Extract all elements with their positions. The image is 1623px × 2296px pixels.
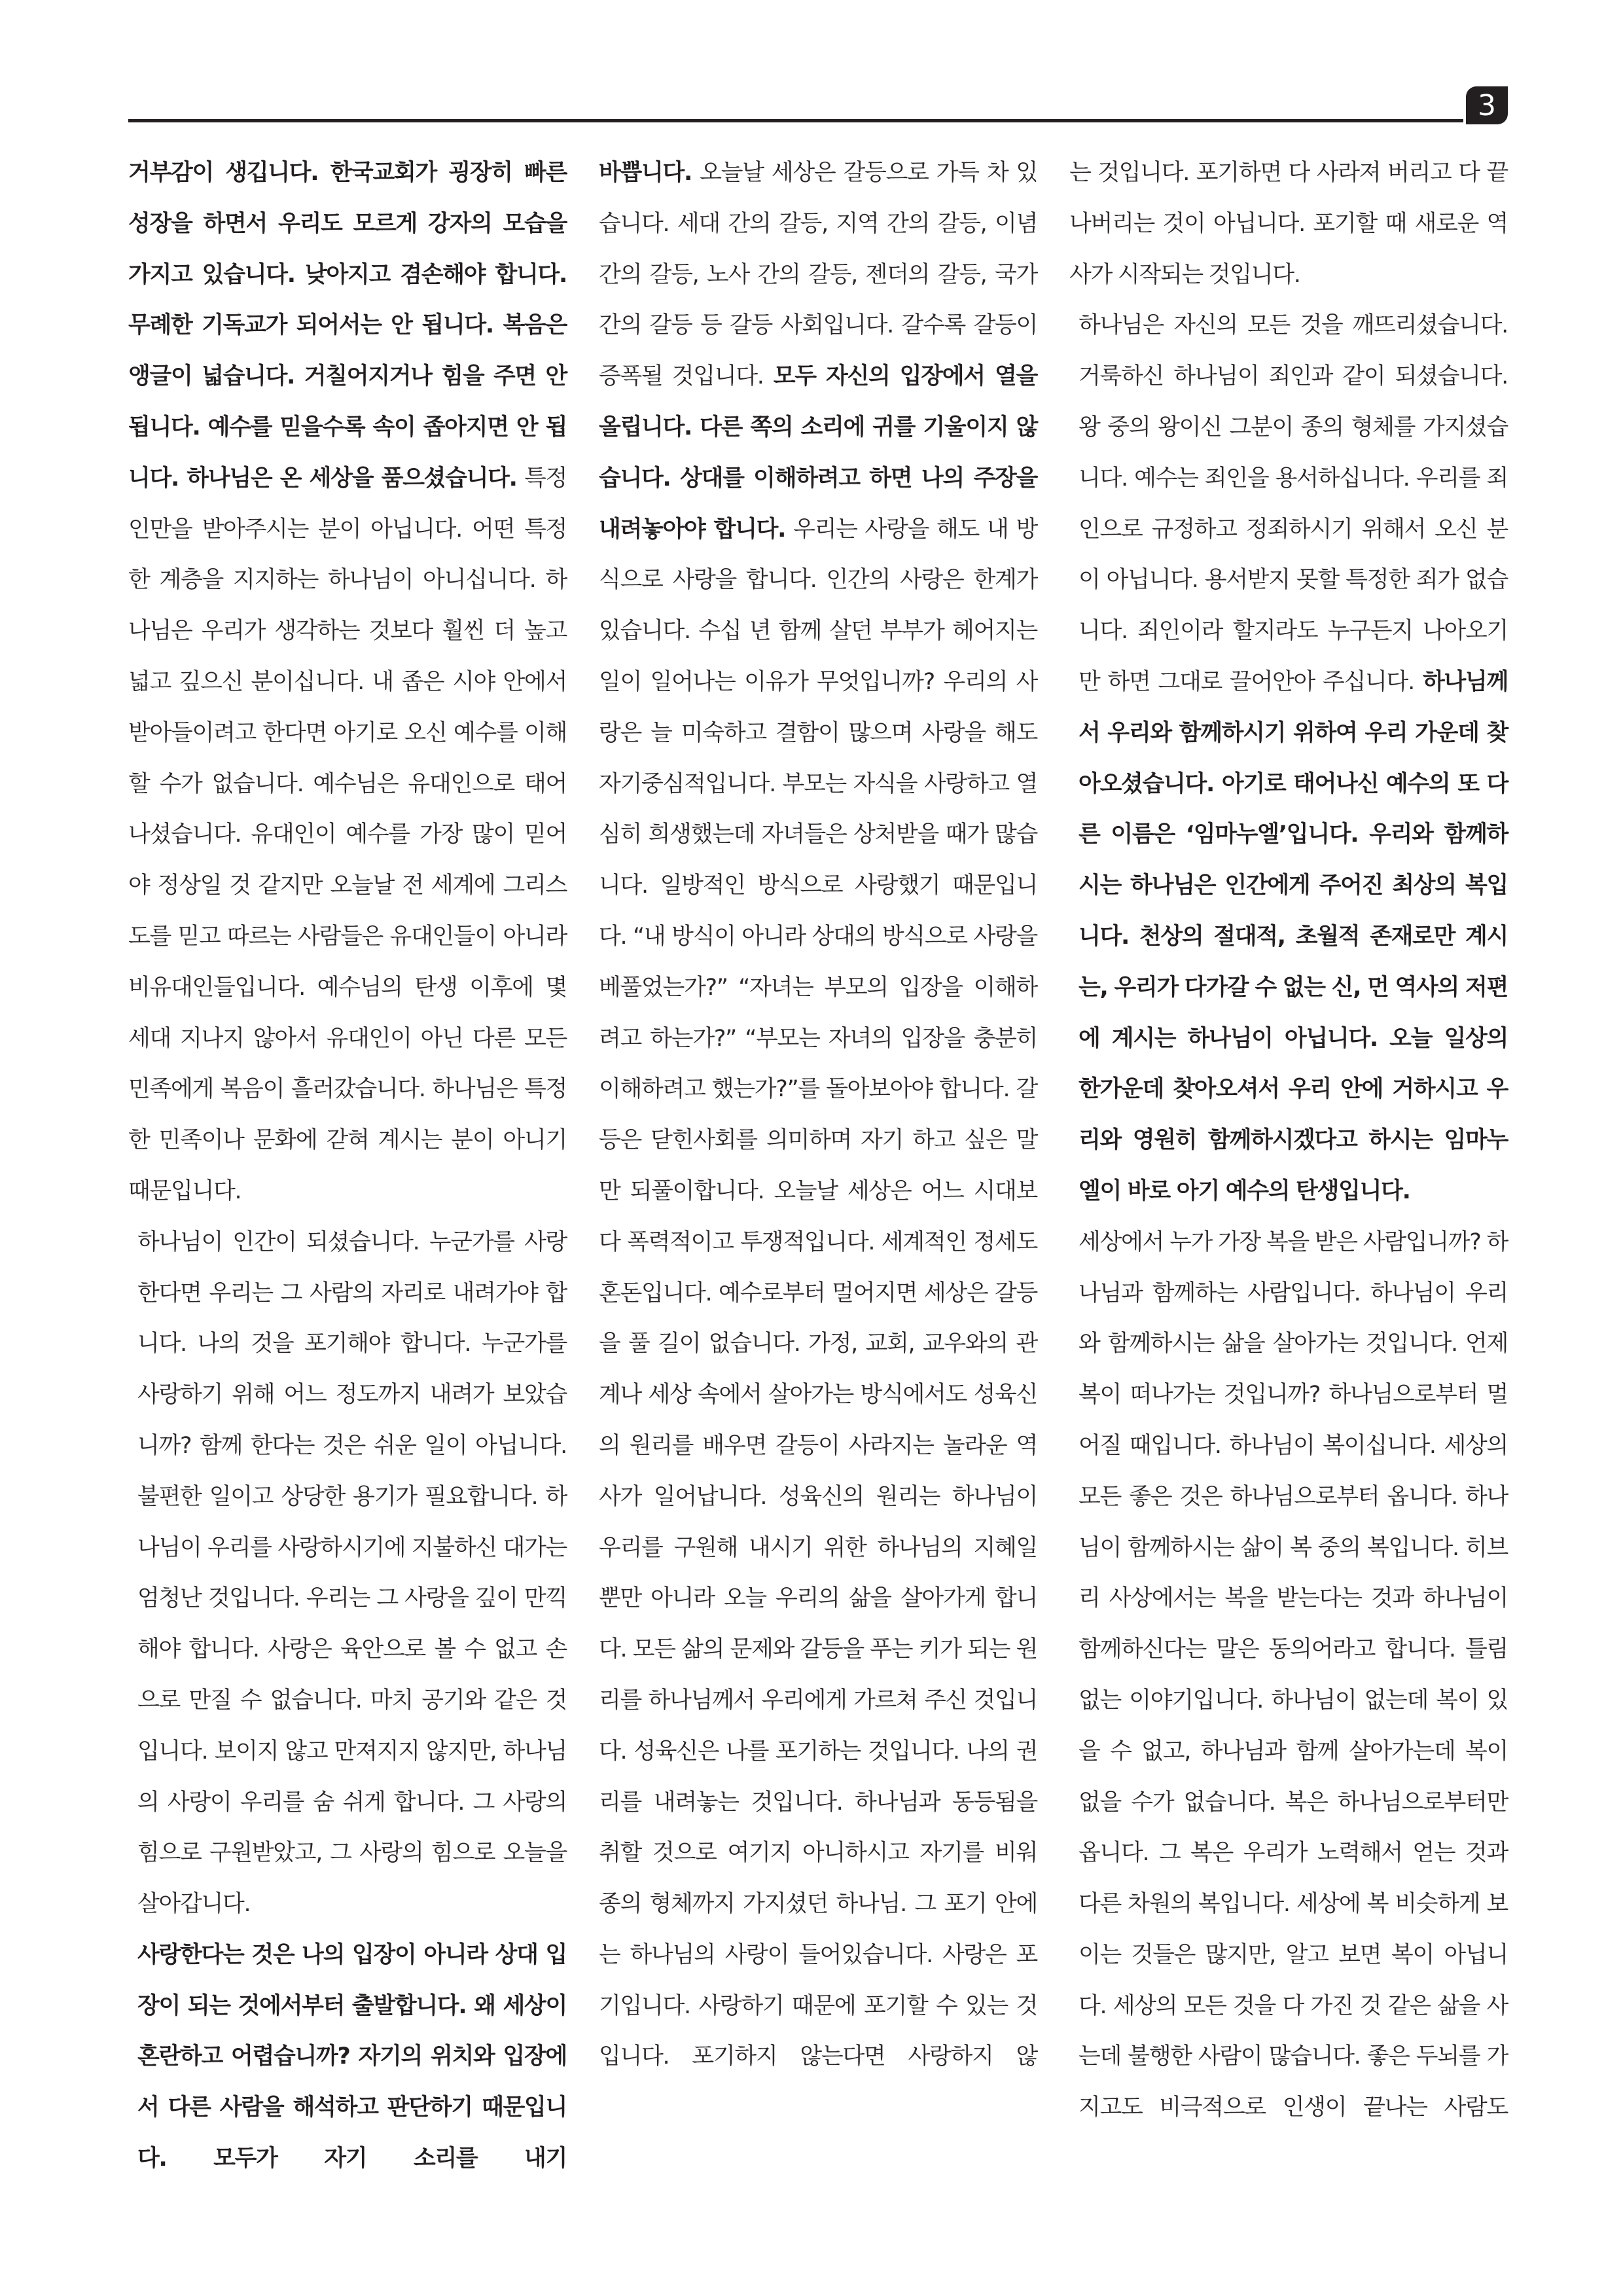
header-rule [128, 119, 1463, 122]
text-bold: 하나님께서 우리와 함께하시기 위하여 우리 가운데 찾아오셨습니다. 아기로 태어나신 예수의 또 다른 이름은 ‘임마누엘’입니다. 우리와 함께하시는 하나님은 인간에게 주어진 최상의 복입니다. 천상의 절대적, 초월적 존재로만 계시는, 우리가 다가갈 수 없는 신, 먼 역사의 저편에 계시는 하나님이 아닙니다. 오늘 일상의 한가운데 찾아오셔서 우리 안에 거하시고 우리와 영원히 함께하시겠다고 하시는 임마누엘이 바로 아기 예수의 탄생입니다. [1079, 668, 1508, 1204]
text-bold: 모두 자신의 입장에서 열을 올립니다. 다른 쪽의 소리에 귀를 기울이지 않습니다. 상대를 이해하려고 하면 나의 주장을 내려놓아야 합니다. [599, 363, 1037, 543]
paragraph [128, 148, 567, 1217]
text: 특정인만을 받아주시는 분이 아닙니다. 어떤 특정한 계층을 지지하는 하나님이 아니십니다. 하나님은 우리가 생각하는 것보다 훨씬 더 높고 넓고 깊으신 분이십니다. 내 좁은 시야 안에서 받아들이려고 한다면 아기로 오신 예수를 이해할 수가 없습니다. 예수님은 유대인으로 태어나셨습니다. 유대인이 예수를 가장 많이 믿어야 정상일 것 같지만 오늘날 전 세계에 그리스도를 믿고 따르는 사람들은 유대인들이 아니라 비유대인들입니다. 예수님의 탄생 이후에 몇 세대 지나지 않아서 유대인이 아닌 다른 모든 민족에게 복음이 흘러갔습니다. 하나님은 특정한 민족이나 문화에 갇혀 계시는 분이 아니기 때문입니다. [128, 465, 567, 1204]
paragraph [599, 148, 1037, 2083]
paragraph [1069, 148, 1508, 300]
paragraph [1069, 1217, 1508, 2134]
column-3 [1069, 148, 1508, 2134]
text-bold: 사랑한다는 것은 나의 입장이 아니라 상대 입장이 되는 것에서부터 출발합니다. 왜 세상이 혼란하고 어렵습니까? 자기의 위치와 입장에서 다른 사람을 해석하고 판단하기 때문입니다. 모두가 자기 소리를 내기 [137, 1941, 567, 2172]
text: 는 것입니다. 포기하면 다 사라져 버리고 다 끝나버리는 것이 아닙니다. 포기할 때 새로운 역사가 시작되는 것입니다. [1069, 160, 1508, 288]
text: 오늘날 세상은 갈등으로 가득 차 있습니다. 세대 간의 갈등, 지역 간의 갈등, 이념 간의 갈등, 노사 간의 갈등, 젠더의 갈등, 국가 간의 갈등 등 갈등 사회입니다. 갈수록 갈등이 증폭될 것입니다. [599, 160, 1037, 390]
paragraph [1069, 300, 1508, 1217]
text-bold: 거부감이 생깁니다. 한국교회가 굉장히 빠른 성장을 하면서 우리도 모르게 강자의 모습을 가지고 있습니다. 낮아지고 겸손해야 합니다. 무례한 기독교가 되어서는 안 됩니다. 복음은 앵글이 넓습니다. 거칠어지거나 힘을 주면 안 됩니다. 예수를 믿을수록 속이 좁아지면 안 됩니다. 하나님은 온 세상을 품으셨습니다. [128, 160, 567, 492]
text: 세상에서 누가 가장 복을 받은 사람입니까? 하나님과 함께하는 사람입니다. 하나님이 우리와 함께하시는 삶을 살아가는 것입니다. 언제 복이 떠나가는 것입니까? 하나님으로부터 멀어질 때입니다. 하나님이 복이십니다. 세상의 모든 좋은 것은 하나님으로부터 옵니다. 하나님이 함께하시는 삶이 복 중의 복입니다. 히브리 사상에서는 복을 받는다는 것과 하나님이 함께하신다는 말은 동의어라고 합니다. 틀림없는 이야기입니다. 하나님이 없는데 복이 있을 수 없고, 하나님과 함께 살아가는데 복이 없을 수가 없습니다. 복은 하나님으로부터만 옵니다. 그 복은 우리가 노력해서 얻는 것과 다른 차원의 복입니다. 세상에 복 비슷하게 보이는 것들은 많지만, 알고 보면 복이 아닙니다. 세상의 모든 것을 다 가진 것 같은 삶을 사는데 불행한 사람이 많습니다. 좋은 두뇌를 가지고도 비극적으로 인생이 끝나는 사람도 [1079, 1229, 1508, 2121]
text: 우리는 사랑을 해도 내 방식으로 사랑을 합니다. 인간의 사랑은 한계가 있습니다. 수십 년 함께 살던 부부가 헤어지는 일이 일어나는 이유가 무엇입니까? 우리의 사랑은 늘 미숙하고 결함이 많으며 사랑을 해도 자기중심적입니다. 부모는 자식을 사랑하고 열심히 희생했는데 자녀들은 상처받을 때가 많습니다. 일방적인 방식으로 사랑했기 때문입니다. “내 방식이 아니라 상대의 방식으로 사랑을 베풀었는가?” “자녀는 부모의 입장을 이해하려고 하는가?” “부모는 자녀의 입장을 충분히 이해하려고 했는가?”를 돌아보아야 합니다. 갈등은 닫힌사회를 의미하며 자기 하고 싶은 말만 되풀이합니다. 오늘날 세상은 어느 시대보다 폭력적이고 투쟁적입니다. 세계적인 정세도 혼돈입니다. 예수로부터 멀어지면 세상은 갈등을 풀 길이 없습니다. 가정, 교회, 교우와의 관계나 세상 속에서 살아가는 방식에서도 성육신의 원리를 배우면 갈등이 사라지는 놀라운 역사가 일어납니다. 성육신의 원리는 하나님이 우리를 구원해 내시기 위한 하나님의 지혜일 뿐만 아니라 오늘 우리의 삶을 살아가게 합니다. 모든 삶의 문제와 갈등을 푸는 키가 되는 원리를 하나님께서 우리에게 가르쳐 주신 것입니다. 성육신은 나를 포기하는 것입니다. 나의 권리를 내려놓는 것입니다. 하나님과 동등됨을 취할 것으로 여기지 아니하시고 자기를 비워 종의 형체까지 가지셨던 하나님. 그 포기 안에는 하나님의 사랑이 들어있습니다. 사랑은 포기입니다. 사랑하기 때문에 포기할 수 있는 것입니다. 포기하지 않는다면 사랑하지 않 [599, 516, 1038, 2070]
text-bold: 바쁩니다. [599, 160, 692, 186]
column-1 [128, 148, 567, 2185]
paragraph [128, 1930, 567, 2185]
column-2 [599, 148, 1037, 2083]
text: 하나님은 자신의 모든 것을 깨뜨리셨습니다. 거룩하신 하나님이 죄인과 같이 되셨습니다. 왕 중의 왕이신 그분이 종의 형체를 가지셨습니다. 예수는 죄인을 용서하십니다. 우리를 죄인으로 규정하고 정죄하시기 위해서 오신 분이 아닙니다. 용서받지 못할 특정한 죄가 없습니다. 죄인이라 할지라도 누구든지 나아오기만 하면 그대로 끌어안아 주십니다. [1079, 312, 1508, 695]
text: 하나님이 인간이 되셨습니다. 누군가를 사랑한다면 우리는 그 사람의 자리로 내려가야 합니다. 나의 것을 포기해야 합니다. 누군가를 사랑하기 위해 어느 정도까지 내려가 보았습니까? 함께 한다는 것은 쉬운 일이 아닙니다. 불편한 일이고 상당한 용기가 필요합니다. 하나님이 우리를 사랑하시기에 지불하신 대가는 엄청난 것입니다. 우리는 그 사랑을 깊이 만끽해야 합니다. 사랑은 육안으로 볼 수 없고 손으로 만질 수 없습니다. 마치 공기와 같은 것입니다. 보이지 않고 만져지지 않지만, 하나님의 사랑이 우리를 숨 쉬게 합니다. 그 사랑의 힘으로 구원받았고, 그 사랑의 힘으로 오늘을 살아갑니다. [137, 1229, 567, 1918]
page-number: 3 [1466, 86, 1508, 124]
paragraph [128, 1217, 567, 1930]
